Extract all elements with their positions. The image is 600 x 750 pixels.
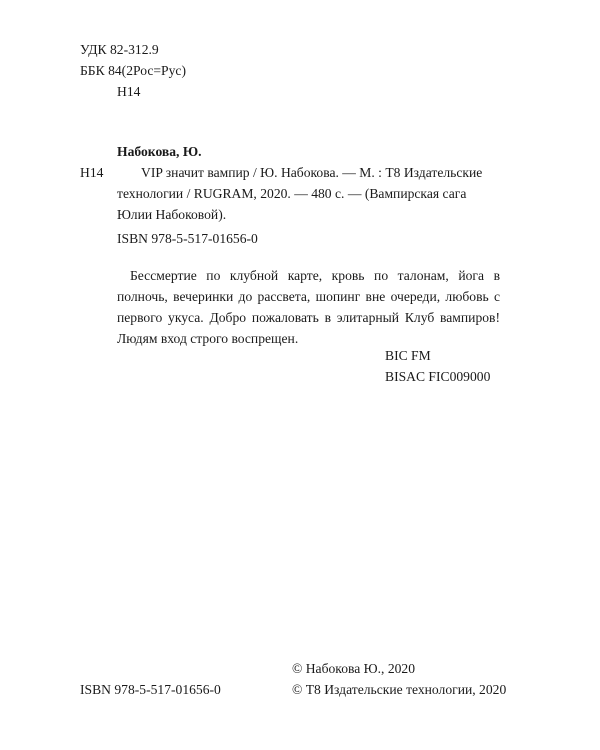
copyright-publisher: © Т8 Издательские технологии, 2020 <box>292 682 507 697</box>
author-sign-top: Н14 <box>117 84 141 99</box>
bibliographic-description: VIP значит вампир / Ю. Набокова. — М. : Т8 Издательские технологии / RUGRAM, 2020. — 480 с. — (Вампирская сага Юлии Набоковой). <box>117 165 483 222</box>
isbn-footer: ISBN 978-5-517-01656-0 <box>80 682 221 697</box>
annotation-text: Бессмертие по клубной карте, кровь по талонам, йога в полночь, вечеринки до рассвета, шопинг вне очереди, любовь с первого укуса. Добро пожаловать в элитарный Клуб вампиров! Людям вход строго воспрещен. <box>117 268 500 346</box>
author-heading: Набокова, Ю. <box>117 144 202 159</box>
author-sign-margin: Н14 <box>80 165 104 180</box>
isbn-record: ISBN 978-5-517-01656-0 <box>117 231 258 246</box>
bic-code: BIC FM <box>385 348 431 363</box>
copyright-author: © Набокова Ю., 2020 <box>292 661 416 676</box>
udk-code: УДК 82-312.9 <box>80 42 159 57</box>
bbk-code: ББК 84(2Рос=Рус) <box>80 63 186 78</box>
bisac-code: BISAC FIC009000 <box>385 369 491 384</box>
